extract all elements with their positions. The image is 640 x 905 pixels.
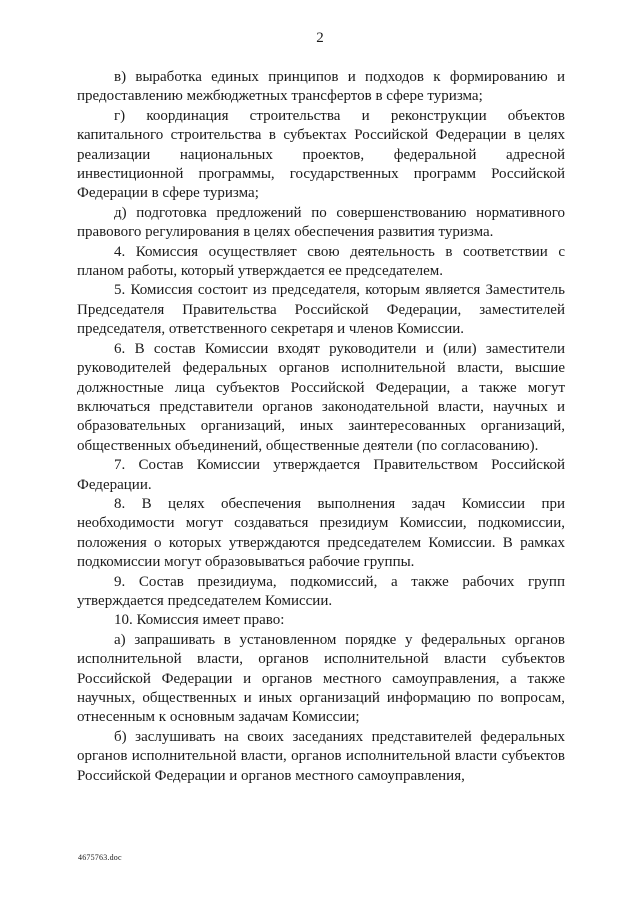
- document-body: [77, 68, 565, 786]
- paragraph-7: 7. Состав Комиссии утверждается Правительством Российской Федерации.: [77, 457, 565, 493]
- paragraph-10-b: б) заслушивать на своих заседаниях представителей федеральных органов исполнительной власти, органов исполнительной власти субъектов Российской Федерации и органов местного самоуправления,: [77, 728, 565, 784]
- paragraph-9: 9. Состав президиума, подкомиссий, а также рабочих групп утверждается председателем Комиссии.: [77, 573, 565, 609]
- paragraph-5: 5. Комиссия состоит из председателя, которым является Заместитель Председателя Правительства Российской Федерации, заместителей председателя, ответственного секретаря и членов Комиссии.: [77, 282, 565, 338]
- file-name-footer: 4675763.doc: [78, 853, 122, 862]
- paragraph-v: в) выработка единых принципов и подходов к формированию и предоставлению межбюджетных трансфертов в сфере туризма;: [77, 69, 565, 105]
- paragraph-d: д) подготовка предложений по совершенствованию нормативного правового регулирования в целях обеспечения развития туризма.: [77, 204, 565, 241]
- paragraph-10: 10. Комиссия имеет право:: [114, 612, 285, 629]
- paragraph-8: 8. В целях обеспечения выполнения задач Комиссии при необходимости могут создаваться президиум Комиссии, подкомиссии, положения о которых утверждаются председателем Комиссии. В рамках подкомиссии могут образовываться рабочие группы.: [77, 495, 565, 571]
- paragraph-6: 6. В состав Комиссии входят руководители и (или) заместители руководителей федеральных органов исполнительной власти, высшие должностные лица субъектов Российской Федерации, а также могут включаться представители органов законодательной власти, научных и образовательных организаций, иных заинтересованных организаций, общественных объединений, общественные деятели (по согласованию).: [77, 340, 565, 454]
- page-number: 2: [316, 30, 324, 46]
- paragraph-4: 4. Комиссия осуществляет свою деятельность в соответствии с планом работы, который утверждается ее председателем.: [77, 243, 565, 280]
- paragraph-g: г) координация строительства и реконструкции объектов капитального строительства в субъектах Российской Федерации в целях реализации национальных проектов, федеральной адресной инвестиционной программы, государственных программ Российской Федерации в сфере туризма;: [77, 107, 565, 202]
- paragraph-10-a: а) запрашивать в установленном порядке у федеральных органов исполнительной власти, органов исполнительной власти субъектов Российской Федерации и органов местного самоуправления, а также научных, общественных и иных организаций информацию по вопросам, отнесенным к основным задачам Комиссии;: [77, 631, 565, 726]
